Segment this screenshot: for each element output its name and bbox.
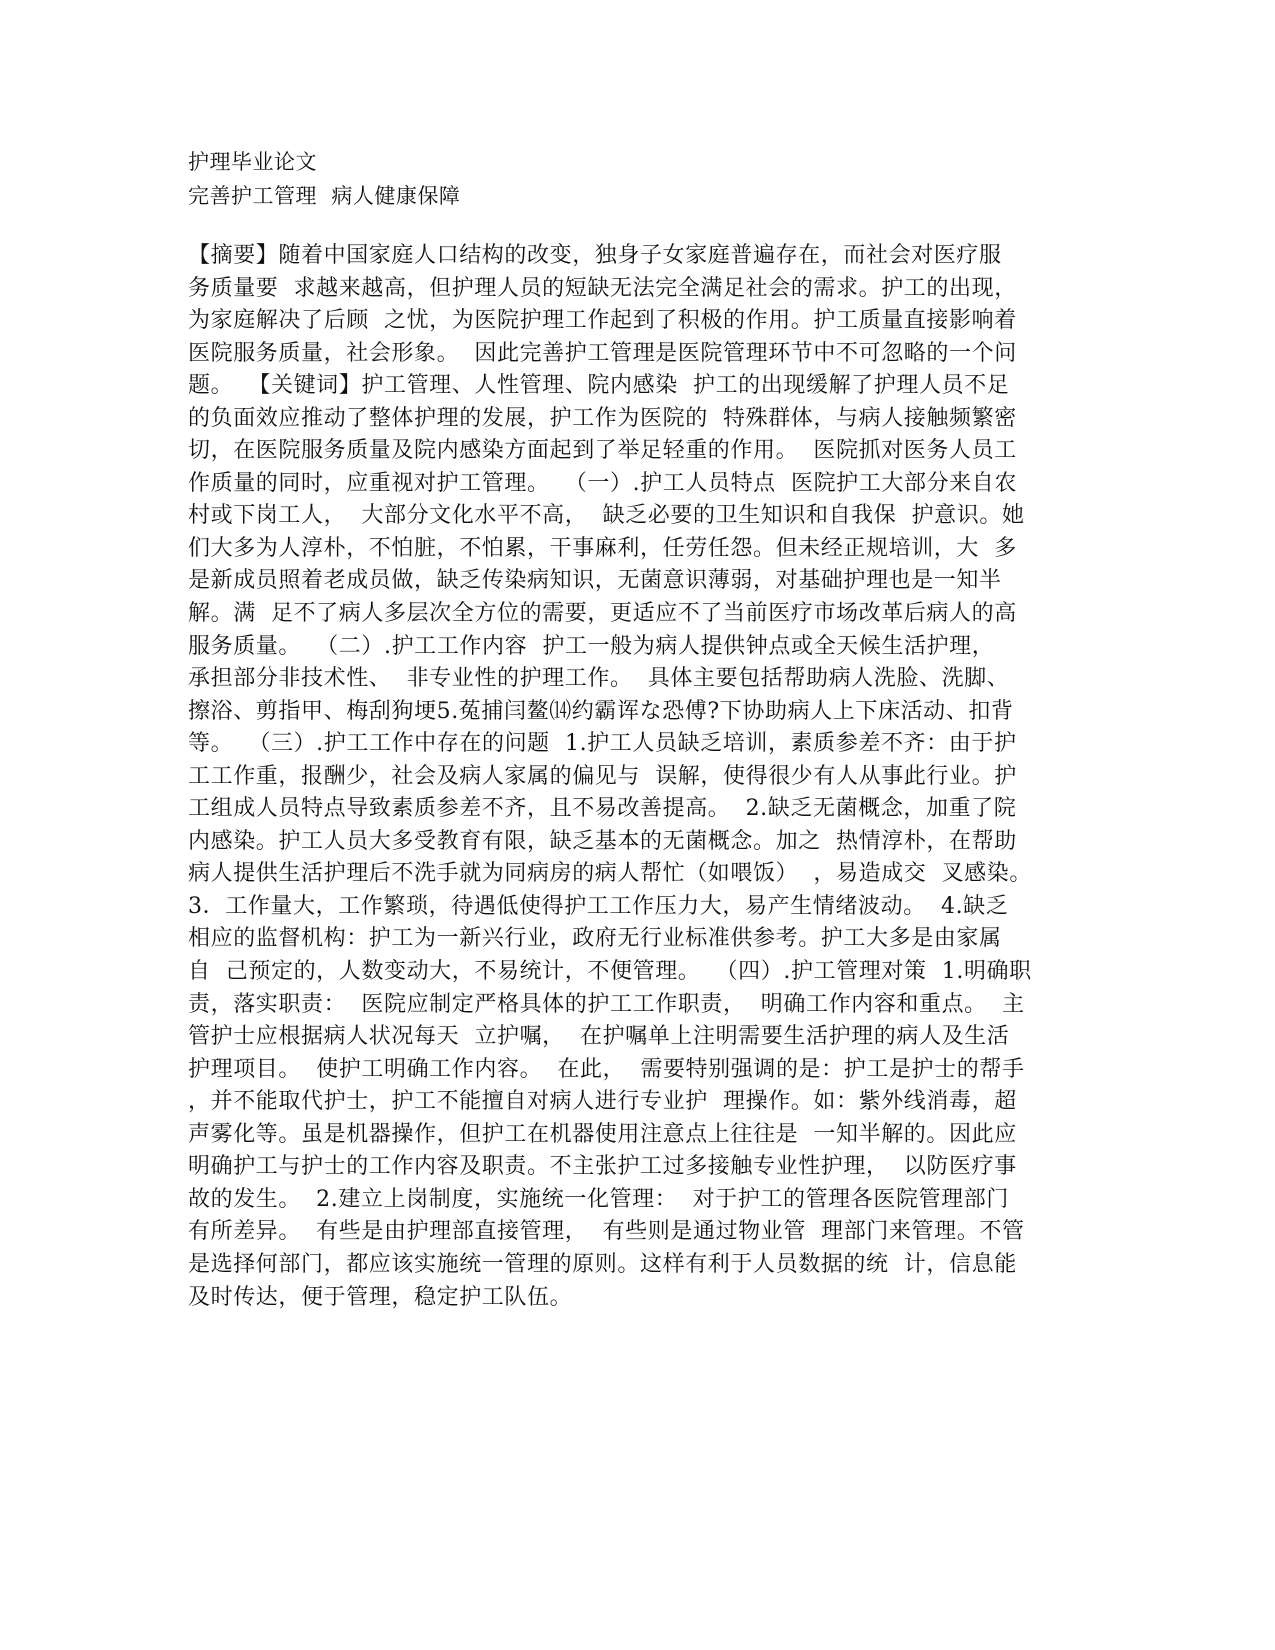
body-text-line: 责，落实职责： 医院应制定严格具体的护工工作职责， 明确工作内容和重点。 主 — [188, 991, 1025, 1017]
body-text-line: 及时传达，便于管理，稳定护工队伍。 — [188, 1284, 573, 1310]
document-title: 护理毕业论文 — [188, 150, 317, 174]
body-text-line: 的负面效应推动了整体护理的发展，护工作为医院的 特殊群体，与病人接触频繁密 — [188, 405, 1017, 431]
body-text-line: 工组成人员特点导致素质参差不齐，且不易改善提高。 2.缺乏无菌概念，加重了院 — [188, 796, 1017, 822]
body-text-line: 擦浴、剪指甲、梅刮狗埂5.菟捕闫鳌⒁约霸诨な恐傅?下协助病人上下床活动、扣背 — [188, 698, 1014, 724]
body-text-line: 们大多为人淳朴，不怕脏，不怕累，干事麻利，任劳任怨。但未经正规培训，大 多 — [188, 535, 1017, 561]
body-text-line: 题。 【关键词】护工管理、人性管理、院内感染 护工的出现缓解了护理人员不足 — [188, 373, 1010, 399]
body-text-line: 明确护工与护士的工作内容及职责。不主张护工过多接触专业性护理， 以防医疗事 — [188, 1154, 1017, 1180]
document-body — [188, 240, 1093, 1314]
body-text-line: 护理项目。 使护工明确工作内容。 在此， 需要特别强调的是：护工是护士的帮手 — [188, 1056, 1025, 1082]
body-text-line: 3．工作量大，工作繁琐，待遇低使得护工工作压力大，易产生情绪波动。 4.缺乏 — [188, 893, 1009, 919]
body-text-line: ，并不能取代护士，护工不能擅自对病人进行专业护 理操作。如：紫外线消毒，超 — [188, 1089, 1017, 1115]
body-text-line: 村或下岗工人， 大部分文化水平不高， 缺乏必要的卫生知识和自我保 护意识。她 — [188, 503, 1025, 529]
body-text-line: 【摘要】随着中国家庭人口结构的改变，独身子女家庭普遍存在，而社会对医疗服 — [188, 243, 1002, 268]
body-text-line: 工工作重，报酬少，社会及病人家属的偏见与 误解，使得很少有人从事此行业。护 — [188, 763, 1017, 789]
body-text-line: 有所差异。 有些是由护理部直接管理， 有些则是通过物业管 理部门来管理。不管 — [188, 1219, 1025, 1245]
body-text-line: 医院服务质量，社会形象。 因此完善护工管理是医院管理环节中不可忽略的一个问 — [188, 340, 1017, 366]
document-subtitle: 完善护工管理 病人健康保障 — [188, 184, 461, 208]
body-text-line: 管护士应根据病人状况每天 立护嘱， 在护嘱单上注明需要生活护理的病人及生活 — [188, 1024, 1010, 1050]
body-text-line: 故的发生。 2.建立上岗制度，实施统一化管理： 对于护工的管理各医院管理部门 — [188, 1186, 1009, 1212]
body-text-line: 服务质量。 （二）.护工工作内容 护工一般为病人提供钟点或全天候生活护理， — [188, 633, 995, 659]
body-text-line: 作质量的同时，应重视对护工管理。 （一）.护工人员特点 医院护工大部分来自农 — [188, 470, 1017, 496]
body-text-line: 病人提供生活护理后不洗手就为同病房的病人帮忙（如喂饭） ，易造成交 叉感染。 — [188, 861, 1032, 887]
body-text-line: 切，在医院服务质量及院内感染方面起到了举足轻重的作用。 医院抓对医务人员工 — [188, 438, 1017, 464]
body-text-line: 自 己预定的，人数变动大，不易统计，不便管理。 （四）.护工管理对策 1.明确职 — [188, 959, 1032, 985]
body-text-line: 是新成员照着老成员做，缺乏传染病知识，无菌意识薄弱，对基础护理也是一知半 — [188, 568, 1002, 594]
body-text-line: 相应的监督机构：护工为一新兴行业，政府无行业标准供参考。护工大多是由家属 — [188, 926, 1002, 952]
body-text-line: 为家庭解决了后顾 之忧，为医院护理工作起到了积极的作用。护工质量直接影响着 — [188, 308, 1017, 334]
body-text-line: 解。满 足不了病人多层次全方位的需要，更适应不了当前医疗市场改革后病人的高 — [188, 601, 1017, 627]
body-text-line: 声雾化等。虽是机器操作，但护工在机器使用注意点上往往是 一知半解的。因此应 — [188, 1121, 1017, 1147]
body-text-line: 等。 （三）.护工工作中存在的问题 1.护工人员缺乏培训，素质参差不齐：由于护 — [188, 731, 1017, 757]
body-text-line: 是选择何部门，都应该实施统一管理的原则。这样有利于人员数据的统 计，信息能 — [188, 1251, 1017, 1277]
body-text-line: 务质量要 求越来越高，但护理人员的短缺无法完全满足社会的需求。护工的出现， — [188, 275, 1017, 301]
body-text-line: 内感染。护工人员大多受教育有限，缺乏基本的无菌概念。加之 热情淳朴，在帮助 — [188, 828, 1017, 854]
body-text-line: 承担部分非技术性、 非专业性的护理工作。 具体主要包括帮助病人洗脸、洗脚、 — [188, 666, 1010, 692]
